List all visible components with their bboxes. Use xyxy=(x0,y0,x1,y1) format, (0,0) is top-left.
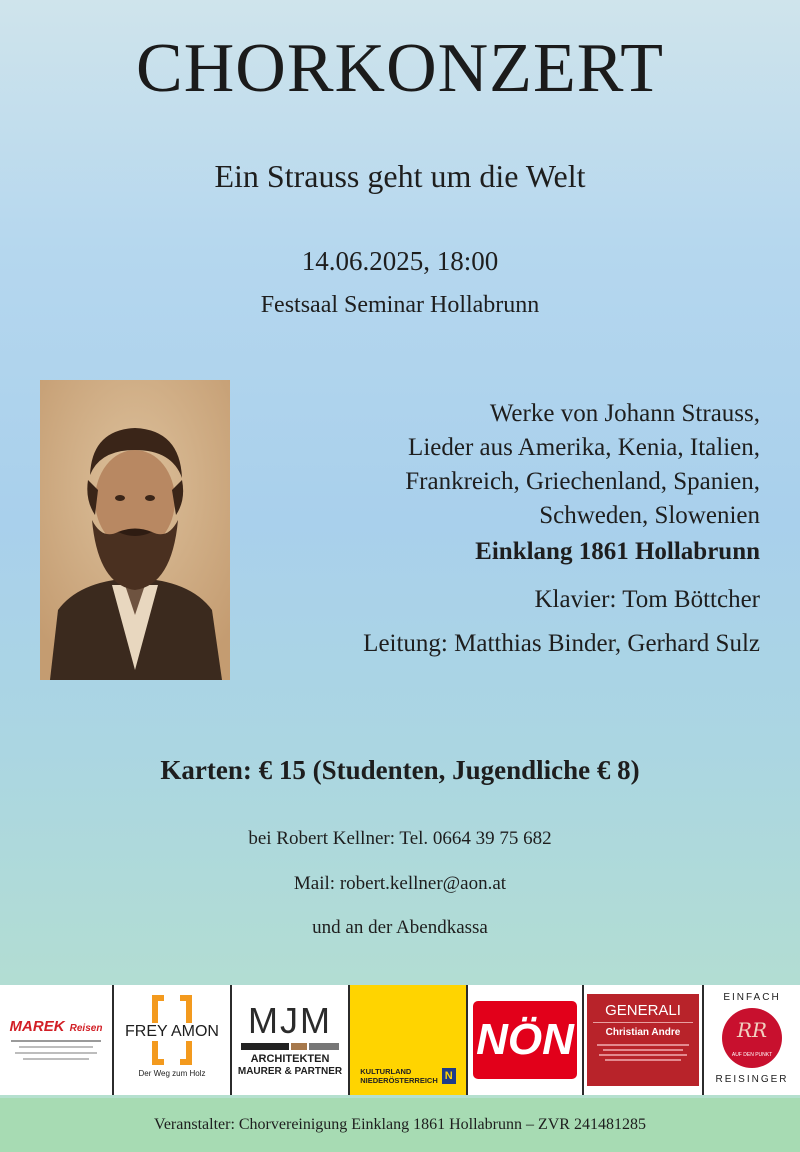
kulturland-line2: NIEDERÖSTERREICH xyxy=(360,1076,438,1085)
reisinger-circle-icon xyxy=(722,1008,782,1068)
frey-amon-name: FREY AMON xyxy=(122,1023,222,1041)
event-venue: Festsaal Seminar Hollabrunn xyxy=(260,292,540,318)
program-line: Werke von Johann Strauss, xyxy=(489,400,760,427)
mjm-logo-text: MJM xyxy=(248,1000,332,1041)
sponsor-reisinger xyxy=(704,985,800,1095)
event-datetime: 14.06.2025, 18:00 xyxy=(301,246,499,276)
sponsor-generali xyxy=(584,985,704,1095)
marek-logo-text: MAREK xyxy=(9,1018,65,1035)
program-line: Frankreich, Griechenland, Spanien, xyxy=(405,468,760,495)
program-line: Schweden, Slowenien xyxy=(539,502,760,529)
noen-logo: NÖN xyxy=(473,1001,577,1079)
program-description xyxy=(290,397,760,533)
reisinger-monogram: RR xyxy=(736,1018,768,1042)
conductor-credit: Leitung: Matthias Binder, Gerhard Sulz xyxy=(363,630,760,657)
ticket-prices: Karten: € 15 (Studenten, Jugendliche € 8) xyxy=(160,755,640,785)
sponsor-frey-amon xyxy=(114,985,232,1095)
frey-amon-tagline: Der Weg zum Holz xyxy=(138,1069,206,1078)
piano-credit: Klavier: Tom Böttcher xyxy=(534,586,760,613)
sponsor-bar xyxy=(0,985,800,1095)
poster-subtitle: Ein Strauss geht um die Welt xyxy=(214,158,586,194)
organizer-footer: Veranstalter: Chorvereinigung Einklang 1861 Hollabrunn – ZVR 241481285 xyxy=(0,1098,800,1152)
sponsor-noen xyxy=(468,985,584,1095)
marek-logo-suffix: Reisen xyxy=(69,1023,103,1034)
kulturland-n-icon: N xyxy=(442,1068,456,1084)
reisinger-bottom-text: REISINGER xyxy=(715,1074,789,1085)
sponsor-kulturland xyxy=(350,985,468,1095)
sponsor-marek-reisen xyxy=(0,985,114,1095)
kulturland-line1: KULTURLAND xyxy=(360,1067,412,1076)
ticket-email: Mail: robert.kellner@aon.at xyxy=(293,873,507,894)
mjm-line2: MAURER & PARTNER xyxy=(237,1066,343,1077)
poster-title: CHORKONZERT xyxy=(136,30,664,107)
choir-name: Einklang 1861 Hollabrunn xyxy=(475,538,760,565)
mjm-line1: ARCHITEKTEN xyxy=(250,1053,330,1065)
box-office-note: und an der Abendkassa xyxy=(312,917,488,938)
reisinger-band: AUF DEN PUNKT xyxy=(731,1052,773,1058)
reisinger-top-text: EINFACH xyxy=(723,992,781,1003)
program-line: Lieder aus Amerika, Kenia, Italien, xyxy=(408,434,760,461)
portrait-photo xyxy=(40,380,230,680)
ticket-phone: bei Robert Kellner: Tel. 0664 39 75 682 xyxy=(248,828,552,849)
generali-agent: Christian Andre xyxy=(605,1027,681,1038)
sponsor-mjm-architekten xyxy=(232,985,350,1095)
generali-logo: GENERALI xyxy=(593,1002,693,1023)
